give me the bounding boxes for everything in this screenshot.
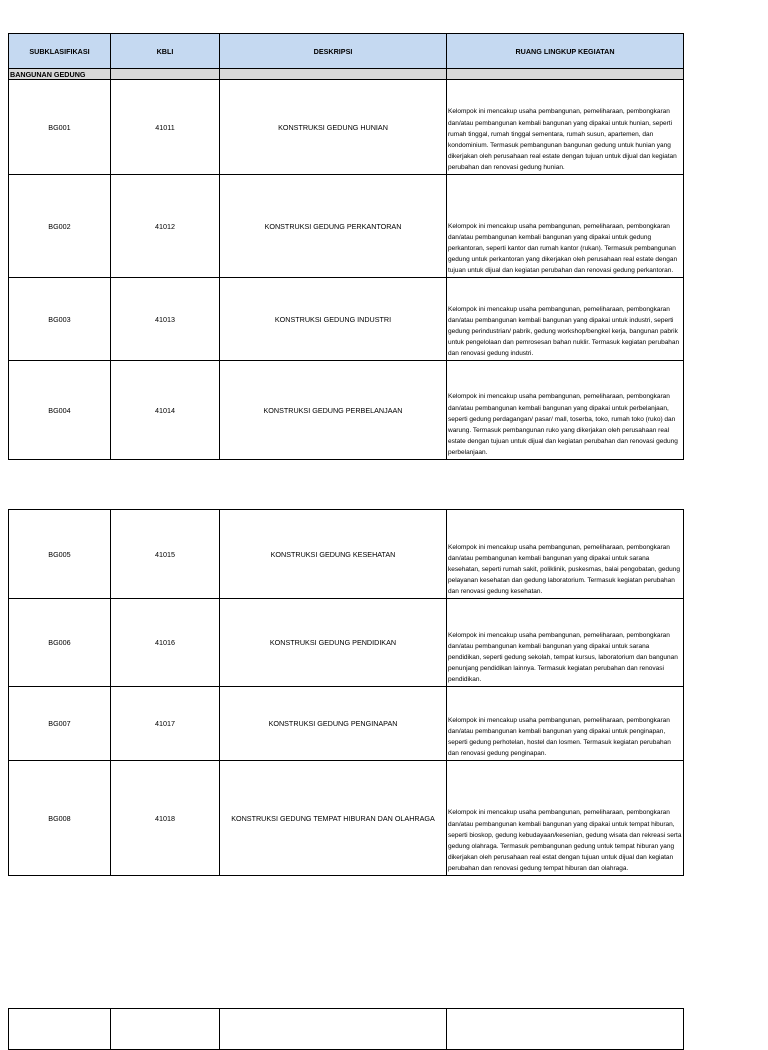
header-subklasifikasi: SUBKLASIFIKASI bbox=[9, 34, 111, 69]
row-scope: Kelompok ini mencakup usaha pembangunan, pemeliharaan, pembongkaran dan/atau pembangunan kembali bangunan yang dipakai untuk industri, seperti gedung perindustrian/ pabrik, gedung workshop/bengkel kerja, bangunan pabrik untuk pengelolaan dan pemrosesan bahan nuklir. Termasuk kegiatan perubahan dan renovasi gedung industri. bbox=[447, 278, 684, 361]
row-kbli: 41011 bbox=[111, 80, 220, 175]
row-scope: Kelompok ini mencakup usaha pembangunan, pemeliharaan, pembongkaran dan/atau pembangunan kembali bangunan yang dipakai untuk sarana pendidikan, seperti gedung sekolah, tempat kursus, laboratorium dan bangunan penunjang pendidikan lainnya. Termasuk kegiatan perubahan dan renovasi pendidikan. bbox=[447, 599, 684, 687]
row-code: BG006 bbox=[9, 599, 111, 687]
header-ruang-lingkup: RUANG LINGKUP KEGIATAN bbox=[447, 34, 684, 69]
row-kbli: 41014 bbox=[111, 361, 220, 460]
row-scope: Kelompok ini mencakup usaha pembangunan, pemeliharaan, pembongkaran dan/atau pembangunan kembali bangunan yang dipakai untuk penginapan, seperti gedung perhotelan, hostel dan losmen. Termasuk kegiatan perubahan dan renovasi gedung penginapan. bbox=[447, 687, 684, 761]
table-row bbox=[9, 80, 684, 175]
row-description: KONSTRUKSI GEDUNG KESEHATAN bbox=[220, 510, 447, 599]
row-code: BG001 bbox=[9, 80, 111, 175]
row-code: BG008 bbox=[9, 761, 111, 876]
row-kbli: 41015 bbox=[111, 510, 220, 599]
row-kbli: 41017 bbox=[111, 687, 220, 761]
table-row bbox=[9, 761, 684, 876]
row-code: BG002 bbox=[9, 175, 111, 278]
row-description: KONSTRUKSI GEDUNG PERKANTORAN bbox=[220, 175, 447, 278]
classification-table-page-2 bbox=[8, 509, 684, 876]
row-description: KONSTRUKSI GEDUNG PERBELANJAAN bbox=[220, 361, 447, 460]
row-description: KONSTRUKSI GEDUNG INDUSTRI bbox=[220, 278, 447, 361]
row-scope: Kelompok ini mencakup usaha pembangunan, pemeliharaan, pembongkaran dan/atau pembangunan kembali bangunan yang dipakai untuk hunian, seperti rumah tinggal, rumah tinggal sementara, rumah susun, apartemen, dan kondominium. Termasuk pembangunan bangunan gedung untuk hunian yang dikerjakan oleh perusahaan real estate dengan tujuan untuk dijual dan kegiatan perubahan dan renovasi gedung hunian. bbox=[447, 80, 684, 175]
row-description: KONSTRUKSI GEDUNG PENGINAPAN bbox=[220, 687, 447, 761]
row-scope: Kelompok ini mencakup usaha pembangunan, pemeliharaan, pembongkaran dan/atau pembangunan kembali bangunan yang dipakai untuk gedung perkantoran, seperti kantor dan rumah kantor (rukan). Termasuk pembangunan gedung untuk perkantoran yang dikerjakan oleh perusahaan real estate dengan tujuan untuk dijual dan kegiatan perubahan dan renovasi gedung perkantoran. bbox=[447, 175, 684, 278]
header-row bbox=[9, 34, 684, 69]
table-row bbox=[9, 175, 684, 278]
section-label: BANGUNAN GEDUNG bbox=[9, 69, 111, 80]
row-description: KONSTRUKSI GEDUNG TEMPAT HIBURAN DAN OLAHRAGA bbox=[220, 761, 447, 876]
header-kbli: KBLI bbox=[111, 34, 220, 69]
table-row bbox=[9, 361, 684, 460]
row-scope: Kelompok ini mencakup usaha pembangunan, pemeliharaan, pembongkaran dan/atau pembangunan kembali bangunan yang dipakai untuk perbelanjaan, seperti gedung perdagangan/ pasar/ mall, toserba, toko, rumah toko (ruko) dan warung. Termasuk pembangunan ruko yang dikerjakan oleh perusahaan real estate dengan tujuan untuk dijual dan kegiatan perubahan dan renovasi gedung perbelanjaan. bbox=[447, 361, 684, 460]
row-code: BG004 bbox=[9, 361, 111, 460]
row-kbli: 41018 bbox=[111, 761, 220, 876]
table-row bbox=[9, 278, 684, 361]
row-kbli: 41013 bbox=[111, 278, 220, 361]
table-row bbox=[9, 510, 684, 599]
section-row bbox=[9, 69, 684, 80]
row-description: KONSTRUKSI GEDUNG HUNIAN bbox=[220, 80, 447, 175]
row-kbli: 41016 bbox=[111, 599, 220, 687]
row-scope: Kelompok ini mencakup usaha pembangunan, pemeliharaan, pembongkaran dan/atau pembangunan kembali bangunan yang dipakai untuk sarana kesehatan, seperti rumah sakit, poliklinik, puskesmas, balai pengobatan, gedung pelayanan kesehatan dan gedung laboratorium. Termasuk kegiatan perubahan dan renovasi gedung kesehatan. bbox=[447, 510, 684, 599]
classification-table-page-1 bbox=[8, 33, 684, 460]
row-code: BG005 bbox=[9, 510, 111, 599]
row-description: KONSTRUKSI GEDUNG PENDIDIKAN bbox=[220, 599, 447, 687]
row-kbli: 41012 bbox=[111, 175, 220, 278]
table-row bbox=[9, 599, 684, 687]
table-row bbox=[9, 687, 684, 761]
row-code: BG003 bbox=[9, 278, 111, 361]
header-deskripsi: DESKRIPSI bbox=[220, 34, 447, 69]
table-row bbox=[9, 1009, 684, 1050]
row-scope: Kelompok ini mencakup usaha pembangunan, pemeliharaan, pembongkaran dan/atau pembangunan kembali bangunan yang dipakai untuk tempat hiburan, seperti bioskop, gedung kebudayaan/kesenian, gedung wisata dan rekreasi serta gedung olahraga. Termasuk pembangunan gedung untuk tempat hiburan yang dikerjakan oleh perusahaan real estat dengan tujuan untuk dijual dan kegiatan perubahan dan renovasi gedung tempat hiburan dan olahraga. bbox=[447, 761, 684, 876]
classification-table-page-3 bbox=[8, 1008, 684, 1050]
row-code: BG007 bbox=[9, 687, 111, 761]
